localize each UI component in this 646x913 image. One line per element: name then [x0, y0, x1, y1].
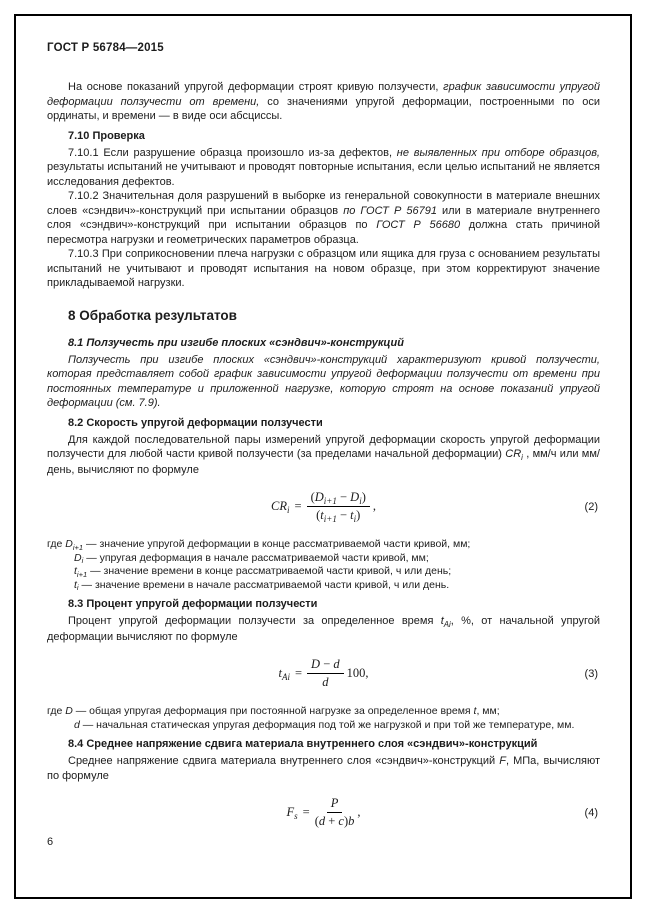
definition-row: d — начальная статическая упругая деформация под той же нагрузкой и при той же температуре, мм.	[74, 718, 575, 731]
paragraph-7-10-3: 7.10.3 При соприкосновении плеча нагрузки с образцом или ящика для груза с основанием результаты испытаний не учитывают и проводят испытания на новом образце, при этом корректируют значение прикладываемой нагрузки.	[47, 248, 600, 289]
formula-4-denominator: (d + c)b	[314, 814, 355, 828]
equals-sign: =	[294, 666, 303, 680]
equation-number-2: (2)	[584, 501, 598, 513]
formula-2-numerator: $(D_{i+1} - D_i)$	[307, 490, 370, 507]
section-heading-8-2: 8.2 Скорость упругой деформации ползучести	[68, 416, 323, 429]
paragraph-7-10-1: 7.10.1 Если разрушение образца произошло из-за дефектов, не выявленных при отборе образцов, результаты испытаний не учитывают и проводят повторные испытания, если целью испытаний не является исследования дефектов.	[47, 146, 600, 188]
formula-3-numerator: D − d	[307, 657, 344, 674]
formula-4-numerator: P	[327, 796, 343, 813]
formula-3-denominator: d	[322, 675, 329, 689]
formula-2-denominator: $(t_{i+1} - t_i)$	[316, 508, 361, 525]
formula-3-tail: 100,	[346, 666, 369, 680]
equals-sign: =	[294, 499, 302, 513]
formula-2	[47, 490, 600, 524]
formula-3-fraction	[307, 657, 344, 690]
formula-4-expression	[286, 796, 360, 829]
section-heading-8-4: 8.4 Среднее напряжение сдвига материала внутреннего слоя «сэндвич»-конструкций	[68, 738, 538, 750]
definition-row: $D_i$ — упругая деформация в начале рассматриваемой части кривой, мм;	[74, 551, 429, 566]
paragraph-8-4: Среднее напряжение сдвига материала внутреннего слоя «сэндвич»-конструкций F, МПа, вычисляют по формуле	[47, 755, 600, 782]
definition-row: $t_{i+1}$ — значение времени в конце рассматриваемой части кривой, ч или день;	[74, 565, 452, 579]
formula-2-tail: ,	[372, 499, 376, 513]
definition-row: $t_i$ — значение времени в начале рассматриваемой части кривой, ч или день.	[74, 578, 450, 593]
section-heading-8-1: 8.1 Ползучесть при изгибе плоских «сэндвич»-конструкций	[68, 336, 404, 349]
page-number: 6	[47, 836, 54, 848]
formula-2-fraction	[307, 490, 370, 523]
paragraph-8-3: Процент упругой деформации ползучести за определенное время $t_{Ai}$, %, от начальной упругой деформации вычисляют по формуле	[47, 615, 600, 643]
paragraph-8-1: Ползучесть при изгибе плоских «сэндвич»-конструкций характеризуют кривой ползучести, которая представляет собой график зависимости упругой деформации ползучести от времени при постоянных температуре и приложенной нагрузке, которую строят на основе показаний упругой деформации (см. 7.9).	[47, 353, 600, 409]
section-heading-8: 8 Обработка результатов	[68, 307, 237, 323]
formula-2-lhs: $CR_i$	[271, 499, 290, 516]
equals-sign: =	[302, 805, 310, 819]
definitions-formula-3	[47, 705, 600, 732]
paragraph-intro: На основе показаний упругой деформации строят кривую ползучести, график зависимости упругой деформации ползучести от времени, со значениями упругой деформации, построенными по оси ординаты, и времени — в виде оси абсциссы.	[47, 81, 600, 122]
definition-row: где $D_{i+1}$ — значение упругой деформации в конце рассматриваемой части кривой, мм;	[47, 538, 471, 552]
equation-number-3: (3)	[584, 668, 598, 680]
formula-3	[47, 657, 600, 691]
definition-row: где D — общая упругая деформация при постоянной нагрузке за определенное время t, мм;	[47, 705, 500, 717]
formula-4-fraction	[315, 796, 355, 829]
formula-2-expression	[271, 490, 376, 523]
formula-4-lhs: $F_s$	[286, 805, 298, 822]
definitions-formula-2	[47, 538, 600, 592]
formula-3-lhs: $t_{Ai}$	[278, 666, 290, 683]
document-content	[47, 42, 600, 844]
paragraph-8-2: Для каждой последовательной пары измерений упругой деформации скорость упругой деформации ползучести для любой части кривой ползучести (за пределами начальной деформации) $CR_i$ , мм/ч или мм/день, вычисляют по формуле	[47, 433, 600, 476]
section-heading-8-3: 8.3 Процент упругой деформации ползучести	[68, 598, 318, 610]
formula-4-tail: ,	[357, 805, 361, 819]
paragraph-7-10-2: 7.10.2 Значительная доля разрушений в выборке из генеральной совокупности в материале внешних слоев «сэндвич»-конструкций при испытании образцов по ГОСТ Р 56791 или в материале внутреннего слоя «сэндвич»-конструкций при испытании образцов по ГОСТ Р 56680 должна стать причиной пересмотра нагрузки и геометрических параметров образца.	[47, 190, 600, 246]
formula-3-expression	[278, 657, 368, 690]
formula-4	[47, 796, 600, 830]
equation-number-4: (4)	[584, 807, 598, 819]
document-standard-number: ГОСТ Р 56784—2015	[47, 42, 164, 54]
section-heading-7-10: 7.10 Проверка	[68, 129, 145, 142]
